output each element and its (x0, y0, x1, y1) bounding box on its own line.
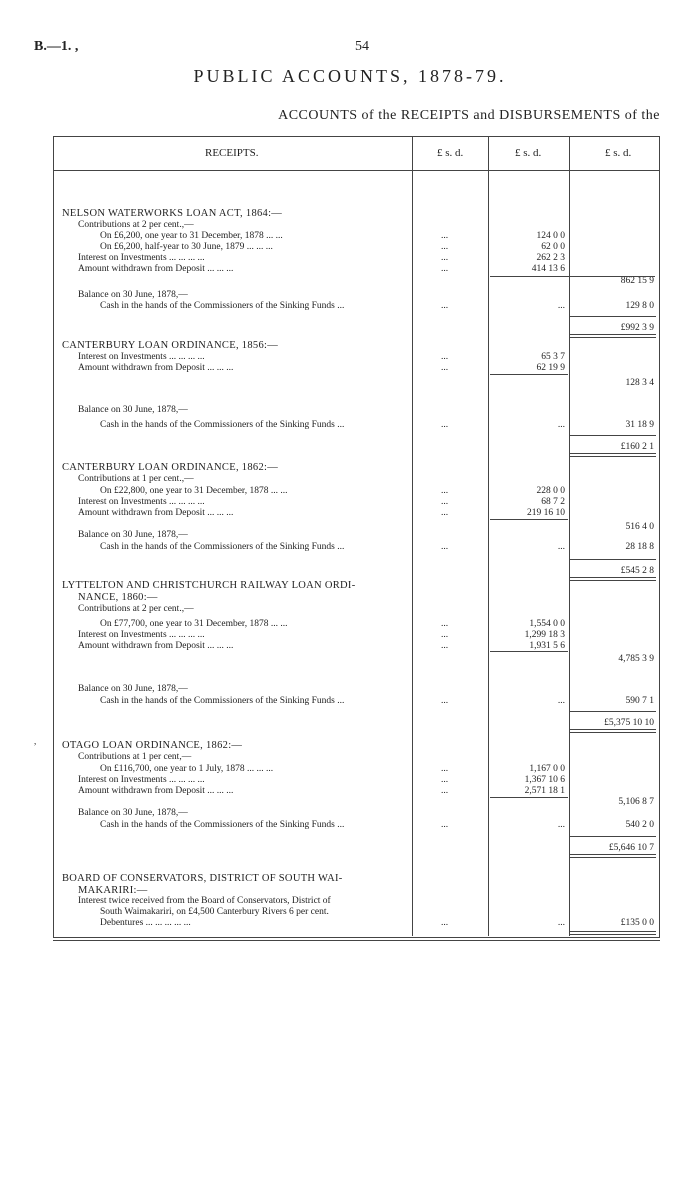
amount-column-3-value: 4,785 3 9 (618, 654, 654, 664)
amount-column-2-value: ... (557, 301, 565, 311)
total-double-rule (570, 577, 656, 581)
amount-column-1-value: ... (440, 486, 449, 496)
amount-column-1-value: ... (440, 619, 449, 629)
entry-description: Contributions at 1 per cent.,— (78, 474, 194, 484)
amount-column-3-value: 128 3 4 (625, 378, 654, 388)
page-subtitle: ACCOUNTS of the RECEIPTS and DISBURSEMENTS of the (278, 108, 660, 123)
entry-description: Cash in the hands of the Commissioners of the Sinking Funds ... (100, 420, 345, 430)
ledger-row (0, 580, 700, 591)
entry-description: Interest on Investments ... ... ... ... (78, 497, 205, 507)
entry-description: South Waimakariri, on £4,500 Canterbury Rivers 6 per cent. (100, 907, 329, 917)
amount-column-1-value: ... (440, 352, 449, 362)
amount-column-1-value: ... (440, 696, 449, 706)
ledger-row (0, 696, 700, 707)
amount-column-3-value: 129 8 0 (625, 301, 654, 311)
entry-description: On £6,200, half-year to 30 June, 1879 ... ... ... (100, 242, 273, 252)
ledger-row (0, 208, 700, 219)
ledger-row (0, 420, 700, 431)
ledger-row (0, 405, 700, 416)
ledger-row (0, 885, 700, 896)
entry-description: Cash in the hands of the Commissioners of the Sinking Funds ... (100, 542, 345, 552)
amount-column-1-value: ... (440, 542, 449, 552)
amount-column-3-value: £160 2 1 (620, 442, 654, 452)
ledger-row (0, 242, 700, 253)
entry-description: Cash in the hands of the Commissioners of the Sinking Funds ... (100, 696, 345, 706)
amount-column-1-value: ... (440, 508, 449, 518)
amount-column-2-value: ... (557, 918, 565, 928)
page-number: 54 (355, 39, 369, 54)
amount-column-2-value: 262 2 3 (536, 253, 565, 263)
amount-column-2-value: 1,299 18 3 (524, 630, 565, 640)
ledger-row (0, 363, 700, 374)
entry-description: Balance on 30 June, 1878,— (78, 290, 188, 300)
amount-column-1-value: ... (440, 231, 449, 241)
entry-description: Cash in the hands of the Commissioners of the Sinking Funds ... (100, 301, 345, 311)
ledger-row (0, 276, 700, 287)
amount-column-1-value: ... (440, 918, 449, 928)
amount-column-2-value: 2,571 18 1 (524, 786, 565, 796)
amount-column-1-value: ... (440, 497, 449, 507)
subtotal-rule (570, 711, 656, 712)
entry-description: Interest on Investments ... ... ... ... (78, 775, 205, 785)
entry-description: Debentures ... ... ... ... ... (100, 918, 191, 928)
entry-description: Balance on 30 June, 1878,— (78, 684, 188, 694)
ledger-row (0, 352, 700, 363)
entry-description: Balance on 30 June, 1878,— (78, 808, 188, 818)
ledger-row (0, 641, 700, 652)
amount-column-2-value: ... (557, 542, 565, 552)
entry-description: Amount withdrawn from Deposit ... ... ... (78, 264, 234, 274)
ledger-row (0, 530, 700, 541)
margin-mark: , (34, 736, 37, 746)
ledger-row (0, 323, 700, 334)
ledger-row (0, 220, 700, 231)
amount-column-2-value: ... (557, 420, 565, 430)
amount-column-2-value: 1,554 0 0 (529, 619, 565, 629)
ledger-row (0, 264, 700, 275)
amount-column-header-3: £ s. d. (605, 147, 632, 159)
page-reference: B.—1. , (34, 39, 79, 54)
amount-column-header-2: £ s. d. (515, 147, 542, 159)
total-double-rule (570, 729, 656, 733)
section-heading: MAKARIRI:— (78, 885, 148, 896)
subtotal-rule (570, 559, 656, 560)
ledger-row (0, 474, 700, 485)
ledger-row (0, 764, 700, 775)
amount-column-3-value: 590 7 1 (625, 696, 654, 706)
amount-column-3-value: 516 4 0 (625, 522, 654, 532)
amount-column-3-value: 540 2 0 (625, 820, 654, 830)
ledger-row (0, 542, 700, 553)
amount-column-1-value: ... (440, 264, 449, 274)
ledger-row (0, 740, 700, 751)
ledger-row (0, 442, 700, 453)
entry-description: Contributions at 2 per cent.,— (78, 220, 194, 230)
amount-column-1-value: ... (440, 786, 449, 796)
ledger-row (0, 797, 700, 808)
subtotal-rule (570, 836, 656, 837)
ledger-row (0, 873, 700, 884)
amount-column-2-value: ... (557, 696, 565, 706)
amount-column-3-value: £135 0 0 (620, 918, 654, 928)
amount-column-2-value: 228 0 0 (536, 486, 565, 496)
section-heading: LYTTELTON AND CHRISTCHURCH RAILWAY LOAN ORDI- (62, 580, 356, 591)
amount-column-1-value: ... (440, 764, 449, 774)
section-heading: CANTERBURY LOAN ORDINANCE, 1862:— (62, 462, 279, 473)
ledger-row (0, 654, 700, 665)
amount-column-1-value: ... (440, 820, 449, 830)
amount-column-2-value: 1,931 5 6 (529, 641, 565, 651)
ledger-row (0, 566, 700, 577)
receipts-column-header: RECEIPTS. (205, 147, 259, 159)
entry-description: Amount withdrawn from Deposit ... ... ... (78, 641, 234, 651)
amount-column-3-value: 31 18 9 (625, 420, 654, 430)
ledger-row (0, 752, 700, 763)
amount-column-2-value: 1,167 0 0 (529, 764, 565, 774)
entry-description: On £22,800, one year to 31 December, 1878 ... ... (100, 486, 288, 496)
entry-description: On £6,200, one year to 31 December, 1878 ... ... (100, 231, 283, 241)
total-double-rule (570, 931, 656, 935)
section-heading: OTAGO LOAN ORDINANCE, 1862:— (62, 740, 243, 751)
ledger-row (0, 497, 700, 508)
section-heading: NANCE, 1860:— (78, 592, 158, 603)
amount-column-2-value: 68 7 2 (541, 497, 565, 507)
ledger-row (0, 896, 700, 907)
ledger-row (0, 775, 700, 786)
ledger-row (0, 786, 700, 797)
entry-description: Interest on Investments ... ... ... ... (78, 253, 205, 263)
ledger-row (0, 820, 700, 831)
ledger-row (0, 907, 700, 918)
amount-column-2-value: 124 0 0 (536, 231, 565, 241)
ledger-row (0, 290, 700, 301)
entry-description: Cash in the hands of the Commissioners of the Sinking Funds ... (100, 820, 345, 830)
ledger-row (0, 718, 700, 729)
entry-description: Interest twice received from the Board of Conservators, District of (78, 896, 331, 906)
amount-column-1-value: ... (440, 363, 449, 373)
entry-description: Interest on Investments ... ... ... ... (78, 630, 205, 640)
amount-column-2-value: 1,367 10 6 (524, 775, 565, 785)
ledger-row (0, 808, 700, 819)
ledger-row (0, 684, 700, 695)
section-heading: NELSON WATERWORKS LOAN ACT, 1864:— (62, 208, 283, 219)
subtotal-rule (490, 276, 655, 277)
entry-description: Amount withdrawn from Deposit ... ... ... (78, 508, 234, 518)
amount-column-3-value: £5,375 10 10 (604, 718, 654, 728)
amount-column-1-value: ... (440, 775, 449, 785)
total-double-rule (570, 453, 656, 457)
amount-column-3-value: 862 15 9 (620, 276, 654, 286)
entry-description: On £77,700, one year to 31 December, 1878 ... ... (100, 619, 288, 629)
amount-column-2-value: 62 19 9 (536, 363, 565, 373)
subtotal-rule (490, 519, 568, 520)
subtotal-rule (490, 797, 568, 798)
entry-description: Contributions at 2 per cent.,— (78, 604, 194, 614)
amount-column-3-value: £5,646 10 7 (608, 843, 654, 853)
amount-column-1-value: ... (440, 630, 449, 640)
page-title: PUBLIC ACCOUNTS, 1878-79. (193, 66, 507, 86)
ledger-row (0, 619, 700, 630)
ledger-row (0, 231, 700, 242)
ledger-row (0, 378, 700, 389)
amount-column-1-value: ... (440, 641, 449, 651)
subtotal-rule (570, 316, 656, 317)
ledger-row (0, 918, 700, 929)
amount-column-2-value: 65 3 7 (541, 352, 565, 362)
amount-column-1-value: ... (440, 242, 449, 252)
ledger-row (0, 508, 700, 519)
ledger-row (0, 486, 700, 497)
amount-column-3-value: £545 2 8 (620, 566, 654, 576)
subtotal-rule (490, 374, 568, 375)
amount-column-3-value: £992 3 9 (620, 323, 654, 333)
total-double-rule (570, 334, 656, 338)
subtotal-rule (570, 435, 656, 436)
entry-description: Interest on Investments ... ... ... ... (78, 352, 205, 362)
ledger-row (0, 843, 700, 854)
ledger-row (0, 340, 700, 351)
entry-description: Balance on 30 June, 1878,— (78, 530, 188, 540)
ledger-row (0, 592, 700, 603)
ledger-row (0, 462, 700, 473)
section-heading: BOARD OF CONSERVATORS, DISTRICT OF SOUTH WAI- (62, 873, 343, 884)
entry-description: On £116,700, one year to 1 July, 1878 ... ... ... (100, 764, 274, 774)
amount-column-2-value: ... (557, 820, 565, 830)
amount-column-1-value: ... (440, 253, 449, 263)
ledger-row (0, 253, 700, 264)
amount-column-3-value: 28 18 8 (625, 542, 654, 552)
entry-description: Balance on 30 June, 1878,— (78, 405, 188, 415)
entry-description: Contributions at 1 per cent,— (78, 752, 192, 762)
ledger-row (0, 630, 700, 641)
subtotal-rule (490, 651, 568, 652)
section-heading: CANTERBURY LOAN ORDINANCE, 1856:— (62, 340, 279, 351)
ledger-row (0, 301, 700, 312)
amount-column-3-value: 5,106 8 7 (618, 797, 654, 807)
entry-description: Amount withdrawn from Deposit ... ... ... (78, 363, 234, 373)
entry-description: Amount withdrawn from Deposit ... ... ... (78, 786, 234, 796)
ledger-row (0, 604, 700, 615)
total-double-rule (570, 854, 656, 858)
amount-column-2-value: 414 13 6 (531, 264, 565, 274)
amount-column-2-value: 219 16 10 (527, 508, 565, 518)
amount-column-2-value: 62 0 0 (541, 242, 565, 252)
amount-column-1-value: ... (440, 420, 449, 430)
amount-column-1-value: ... (440, 301, 449, 311)
amount-column-header-1: £ s. d. (437, 147, 464, 159)
